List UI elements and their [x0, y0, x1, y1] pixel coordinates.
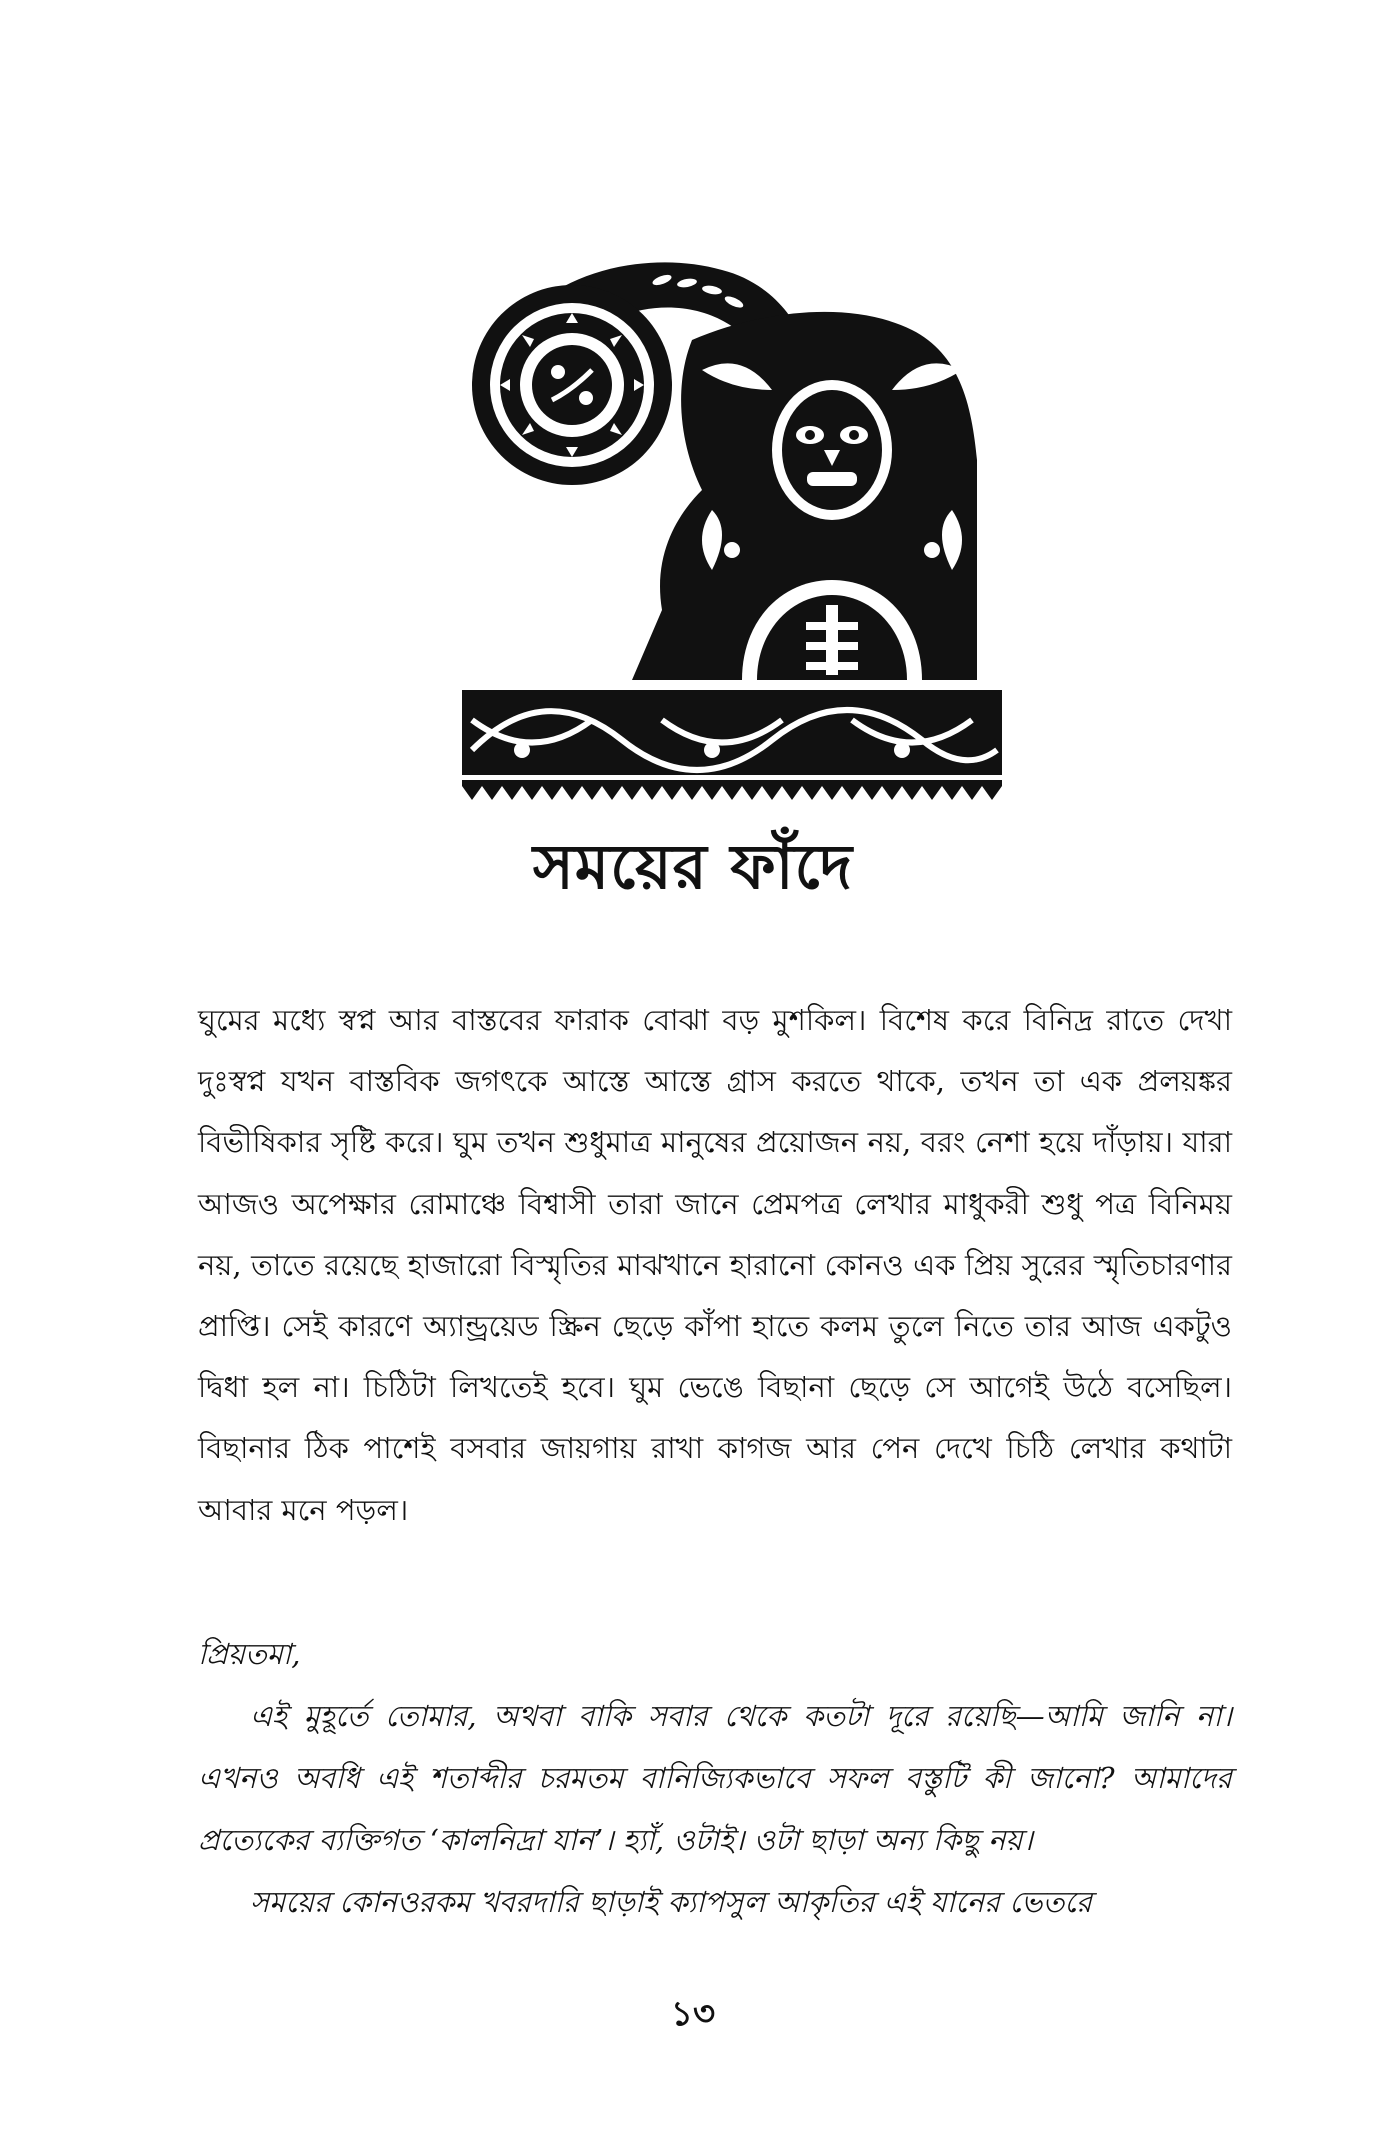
chapter-title: সময়ের ফাঁদে [532, 830, 854, 903]
letter-salutation: প্রিয়তমা, [198, 1637, 301, 1671]
letter-paragraph-2: সময়ের কোনওরকম খবরদারি ছাড়াই ক্যাপসুল আকৃতির এই যানের ভেতরে [250, 1885, 1092, 1919]
polynesian-tribal-ornament-icon [462, 250, 1012, 820]
letter-paragraph-1: এই মুহূর্তে তোমার, অথবা বাকি সবার থেকে কতটা দূরে রয়েছি—আমি জানি না। এখনও অবধি এই শতাব্দীর চরমতম বানিজ্যিকভাবে সফল বস্তুটি কী জানো? আমাদের প্রত্যেকের ব্যক্তিগত ‘কালনিদ্রা যান’। হ্যাঁ, ওটাই। ওটা ছাড়া অন্য কিছু নয়। [198, 1699, 1232, 1857]
page-number: ১৩ [670, 1994, 716, 2034]
letter-block [198, 1623, 1232, 1933]
body-paragraph: ঘুমের মধ্যে স্বপ্ন আর বাস্তবের ফারাক বোঝা বড় মুশকিল। বিশেষ করে বিনিদ্র রাতে দেখা দুঃস্বপ্ন যখন বাস্তবিক জগৎকে আস্তে আস্তে গ্রাস করতে থাকে, তখন তা এক প্রলয়ঙ্কর বিভীষিকার সৃষ্টি করে। ঘুম তখন শুধুমাত্র মানুষের প্রয়োজন নয়, বরং নেশা হয়ে দাঁড়ায়। যারা আজও অপেক্ষার রোমাঞ্চে বিশ্বাসী তারা জানে প্রেমপত্র লেখার মাধুকরী শুধু পত্র বিনিময় নয়, তাতে রয়েছে হাজারো বিস্মৃতির মাঝখানে হারানো কোনও এক প্রিয় সুরের স্মৃতিচারণার প্রাপ্তি। সেই কারণে অ্যান্ড্রয়েড স্ক্রিন ছেড়ে কাঁপা হাতে কলম তুলে নিতে তার আজ একটুও দ্বিধা হল না। চিঠিটা লিখতেই হবে। ঘুম ভেঙে বিছানা ছেড়ে সে আগেই উঠে বসেছিল। বিছানার ঠিক পাশেই বসবার জায়গায় রাখা কাগজ আর পেন দেখে চিঠি লেখার কথাটা আবার মনে পড়ল। [198, 1003, 1232, 1527]
